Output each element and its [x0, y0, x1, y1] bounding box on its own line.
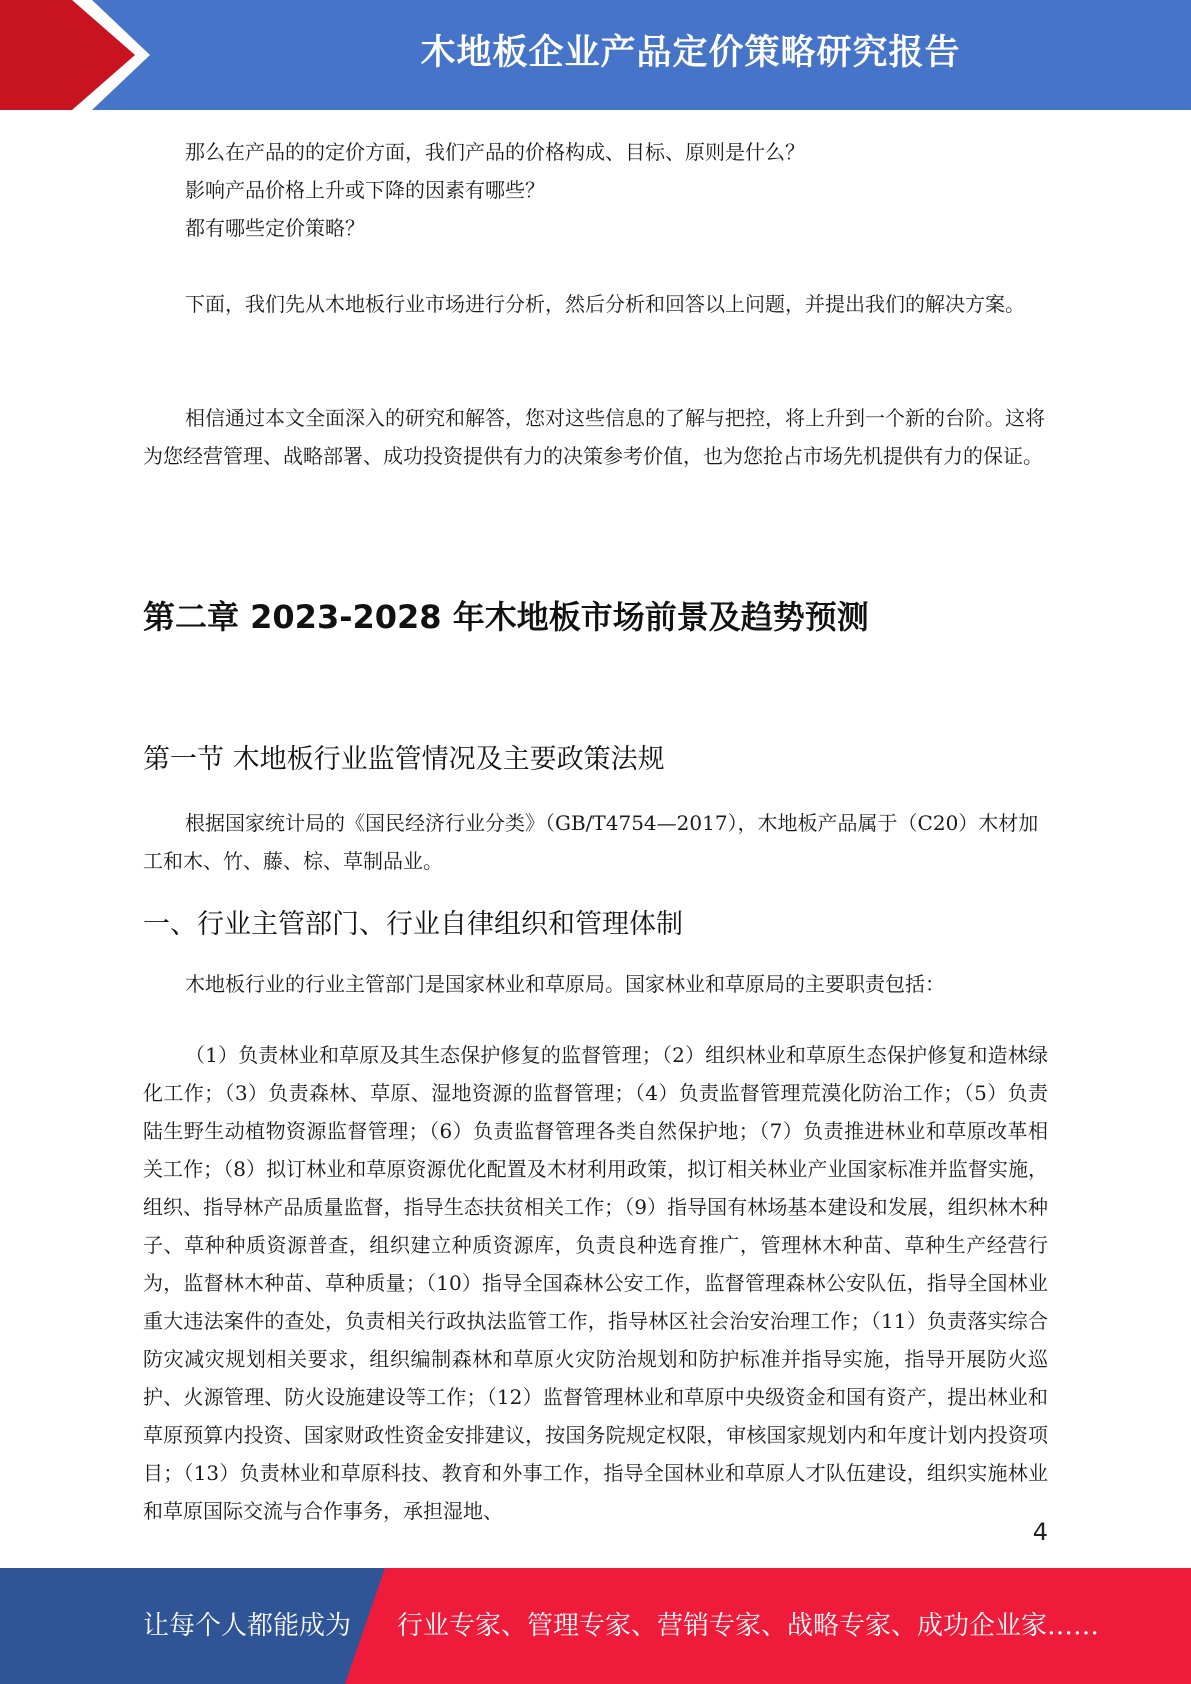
chapter-heading: 第二章 2023-2028 年木地板市场前景及趋势预测 — [143, 598, 869, 636]
intro-question-1: 那么在产品的的定价方面，我们产品的价格构成、目标、原则是什么？ — [185, 140, 805, 164]
intro-question-3: 都有哪些定价策略？ — [185, 216, 365, 240]
paragraph-classification: 根据国家统计局的《国民经济行业分类》（GB/T4754—2017），木地板产品属于（C20）木材加工和木、竹、藤、棕、草制品业。 — [143, 811, 1039, 873]
page-footer — [0, 1568, 1191, 1684]
paragraph-analysis: 下面，我们先从木地板行业市场进行分析，然后分析和回答以上问题，并提出我们的解决方案。 — [185, 292, 1025, 316]
paragraph-authority: 木地板行业的行业主管部门是国家林业和草原局。国家林业和草原局的主要职责包括： — [185, 972, 945, 996]
section-heading: 第一节 木地板行业监管情况及主要政策法规 — [143, 744, 665, 775]
paragraph-value: 相信通过本文全面深入的研究和解答，您对这些信息的了解与把控，将上升到一个新的台阶。这将为您经营管理、战略部署、成功投资提供有力的决策参考价值，也为您抢占市场先机提供有力的保证。 — [143, 406, 1045, 468]
footer-slogan-right: 行业专家、管理专家、营销专家、战略专家、成功企业家…… — [397, 1611, 1100, 1641]
footer-slogan-left: 让每个人都能成为 — [143, 1611, 352, 1641]
page-header — [0, 0, 1191, 110]
paragraph-duties: （1）负责林业和草原及其生态保护修复的监督管理；（2）组织林业和草原生态保护修复和造林绿化工作；（3）负责森林、草原、湿地资源的监督管理；（4）负责监督管理荒漠化防治工作；（5）负责陆生野生动植物资源监督管理；（6）负责监督管理各类自然保护地；（7）负责推进林业和草原改革相关工作；（8）拟订林业和草原资源优化配置及木材利用政策，拟订相关林业产业国家标准并监督实施，组织、指导林产品质量监督，指导生态扶贫相关工作；（9）指导国有林场基本建设和发展，组织林木种子、草种种质资源普查，组织建立种质资源库，负责良种选育推广，管理林木种苗、草种生产经营行为，监督林木种苗、草种质量；（10）指导全国森林公安工作，监督管理森林公安队伍，指导全国林业重大违法案件的查处，负责相关行政执法监管工作，指导林区社会治安治理工作；（11）负责落实综合防灾减灾规划相关要求，组织编制森林和草原火灾防治规划和防护标准并指导实施，指导开展防火巡护、火源管理、防火设施建设等工作；（12）监督管理林业和草原中央级资金和国有资产，提出林业和草原预算内投资、国家财政性资金安排建议，按国务院规定权限，审核国家规划内和年度计划内投资项目；（13）负责林业和草原科技、教育和外事工作，指导全国林业和草原人才队伍建设，组织实施林业和草原国际交流与合作事务，承担湿地、 — [143, 1043, 1048, 1523]
subsection-heading: 一、行业主管部门、行业自律组织和管理体制 — [143, 909, 683, 940]
report-title: 木地板企业产品定价策略研究报告 — [420, 33, 961, 73]
intro-question-2: 影响产品价格上升或下降的因素有哪些？ — [185, 178, 545, 202]
page-number: 4 — [1032, 1518, 1048, 1546]
